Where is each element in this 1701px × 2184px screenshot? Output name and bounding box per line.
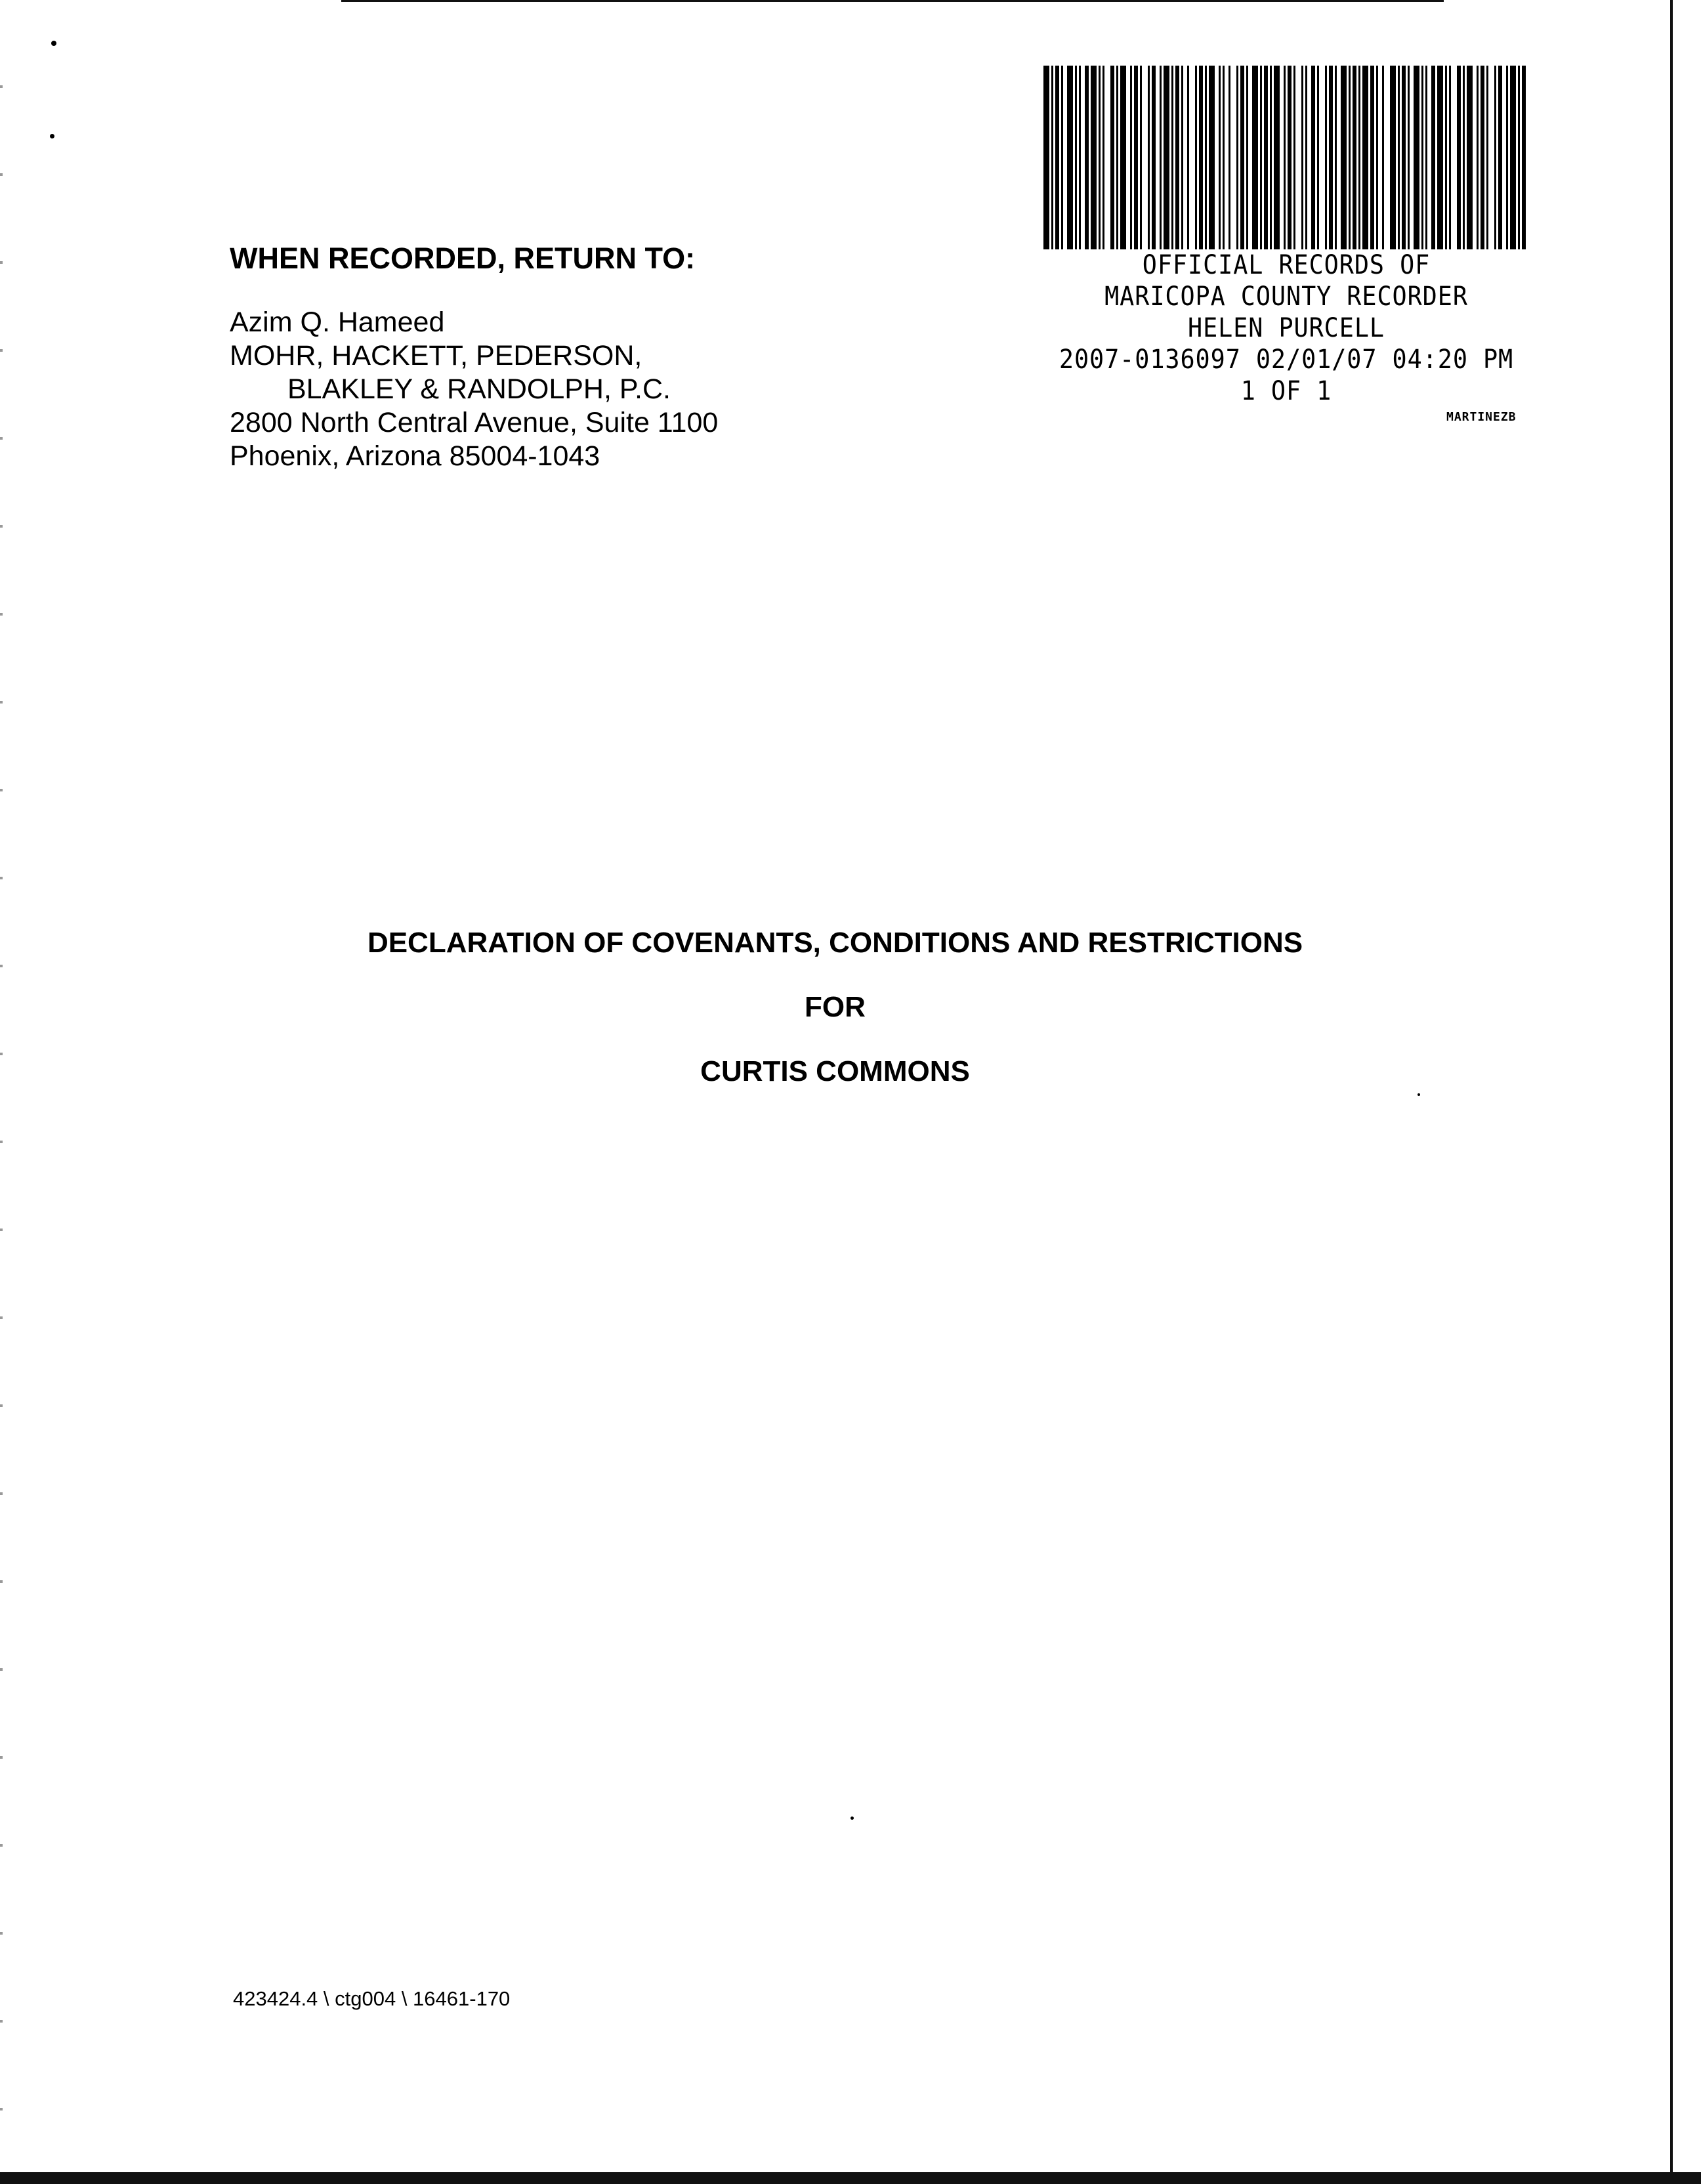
barcode-bar (1175, 66, 1179, 249)
barcode-bar (1116, 66, 1118, 249)
barcode-bar (1102, 66, 1104, 249)
scan-speck (1418, 1093, 1420, 1096)
barcode-bar (1522, 66, 1526, 249)
barcode-bar (1171, 66, 1173, 249)
barcode-bar (1240, 66, 1244, 249)
recording-clerk: MARTINEZB (1446, 410, 1517, 424)
barcode-bar (1130, 66, 1132, 249)
barcode-bar (1305, 66, 1307, 249)
barcode-bar (1079, 66, 1081, 249)
barcode-bar (1246, 66, 1248, 249)
barcode-bar (1055, 66, 1059, 249)
law-firm-line-2: BLAKLEY & RANDOLPH, P.C. (287, 373, 671, 405)
barcode-bar (1293, 66, 1295, 249)
barcode-bar (1498, 66, 1502, 249)
barcode-bar (1349, 66, 1351, 249)
city-state-zip: Phoenix, Arizona 85004-1043 (230, 440, 600, 472)
barcode-bar (1398, 66, 1400, 249)
barcode-bar (1164, 66, 1169, 249)
barcode-bar (1199, 66, 1203, 249)
barcode-bar (1486, 66, 1488, 249)
addressee-name: Azim Q. Hameed (230, 306, 445, 338)
barcode-bar (1311, 66, 1315, 249)
barcode-bar (1382, 66, 1384, 249)
barcode-bar (1209, 66, 1215, 249)
recording-number-line: 2007-0136097 02/01/07 04:20 PM (1059, 345, 1514, 375)
scan-speck (50, 134, 54, 138)
barcode-bar (1362, 66, 1368, 249)
law-firm-line-1: MOHR, HACKETT, PEDERSON, (230, 340, 642, 371)
recorder-stamp (1033, 249, 1540, 407)
barcode-bar (1195, 66, 1197, 249)
barcode-bar (1301, 66, 1303, 249)
barcode-bar (1390, 66, 1396, 249)
barcode-bar (1252, 66, 1258, 249)
barcode-bar (1061, 66, 1063, 249)
page-count: 1 OF 1 (1240, 376, 1332, 406)
barcode-bar (1099, 66, 1101, 249)
barcode-bar (1376, 66, 1378, 249)
document-title-subject: CURTIS COMMONS (700, 1055, 970, 1087)
barcode-bar (1187, 66, 1189, 249)
return-to-heading: WHEN RECORDED, RETURN TO: (230, 242, 696, 275)
barcode-bar (1160, 66, 1162, 249)
barcode-bar (1270, 66, 1272, 249)
barcode-bar (1260, 66, 1262, 249)
barcode-bar (1236, 66, 1238, 249)
barcode-bar (1325, 66, 1327, 249)
barcode-bar (1219, 66, 1221, 249)
barcode-bar (1329, 66, 1333, 249)
barcode-bar (1091, 66, 1097, 249)
barcode-bar (1408, 66, 1410, 249)
barcode-bar (1480, 66, 1484, 249)
barcode-bar (1477, 66, 1479, 249)
recording-barcode (1043, 66, 1526, 249)
barcode-bar (1335, 66, 1337, 249)
barcode-bar (1494, 66, 1496, 249)
document-title-for: FOR (805, 991, 866, 1023)
barcode-bar (1510, 66, 1516, 249)
barcode-bar (1431, 66, 1435, 249)
barcode-bar (1425, 66, 1427, 249)
barcode-bar (1421, 66, 1423, 249)
scan-speck (51, 41, 56, 46)
barcode-bar (1085, 66, 1089, 249)
return-to-address (230, 306, 718, 473)
barcode-bar (1223, 66, 1225, 249)
barcode-bar (1075, 66, 1077, 249)
scan-right-edge (1670, 0, 1673, 2172)
barcode-bar (1152, 66, 1156, 249)
barcode-bar (1449, 66, 1451, 249)
barcode-bar (1445, 66, 1447, 249)
document-title: DECLARATION OF COVENANTS, CONDITIONS AND RESTRICTIONS (367, 927, 1303, 959)
document-id-footer: 423424.4 \ ctg004 \ 16461-170 (233, 1987, 511, 2010)
barcode-bar (1140, 66, 1142, 249)
barcode-bar (1402, 66, 1406, 249)
stamp-line-2: MARICOPA COUNTY RECORDER (1104, 282, 1468, 312)
barcode-bar (1463, 66, 1465, 249)
barcode-bar (1353, 66, 1356, 249)
barcode-bar (1067, 66, 1073, 249)
barcode-bar (1051, 66, 1053, 249)
barcode-bar (1205, 66, 1207, 249)
barcode-bar (1457, 66, 1461, 249)
barcode-bar (1274, 66, 1280, 249)
scan-bottom-edge (0, 2172, 1701, 2184)
barcode-bar (1228, 66, 1230, 249)
barcode-bar (1518, 66, 1520, 249)
barcode-bar (1358, 66, 1360, 249)
barcode-bar (1284, 66, 1286, 249)
barcode-bar (1134, 66, 1138, 249)
barcode-bar (1414, 66, 1419, 249)
barcode-bar (1120, 66, 1126, 249)
barcode-bar (1370, 66, 1374, 249)
barcode-bar (1264, 66, 1268, 249)
barcode-bar (1181, 66, 1183, 249)
street-address: 2800 North Central Avenue, Suite 1100 (230, 407, 719, 438)
barcode-bar (1506, 66, 1508, 249)
barcode-bar (1341, 66, 1347, 249)
barcode-bar (1317, 66, 1319, 249)
barcode-bar (1288, 66, 1292, 249)
barcode-bar (1110, 66, 1114, 249)
scan-speck (850, 1816, 854, 1820)
stamp-line-3: HELEN PURCELL (1187, 313, 1385, 343)
barcode-bar (1148, 66, 1150, 249)
scan-top-edge (341, 0, 1444, 2)
barcode-bar (1043, 66, 1049, 249)
barcode-bar (1467, 66, 1473, 249)
stamp-line-1: OFFICIAL RECORDS OF (1142, 250, 1431, 280)
barcode-bar (1437, 66, 1443, 249)
